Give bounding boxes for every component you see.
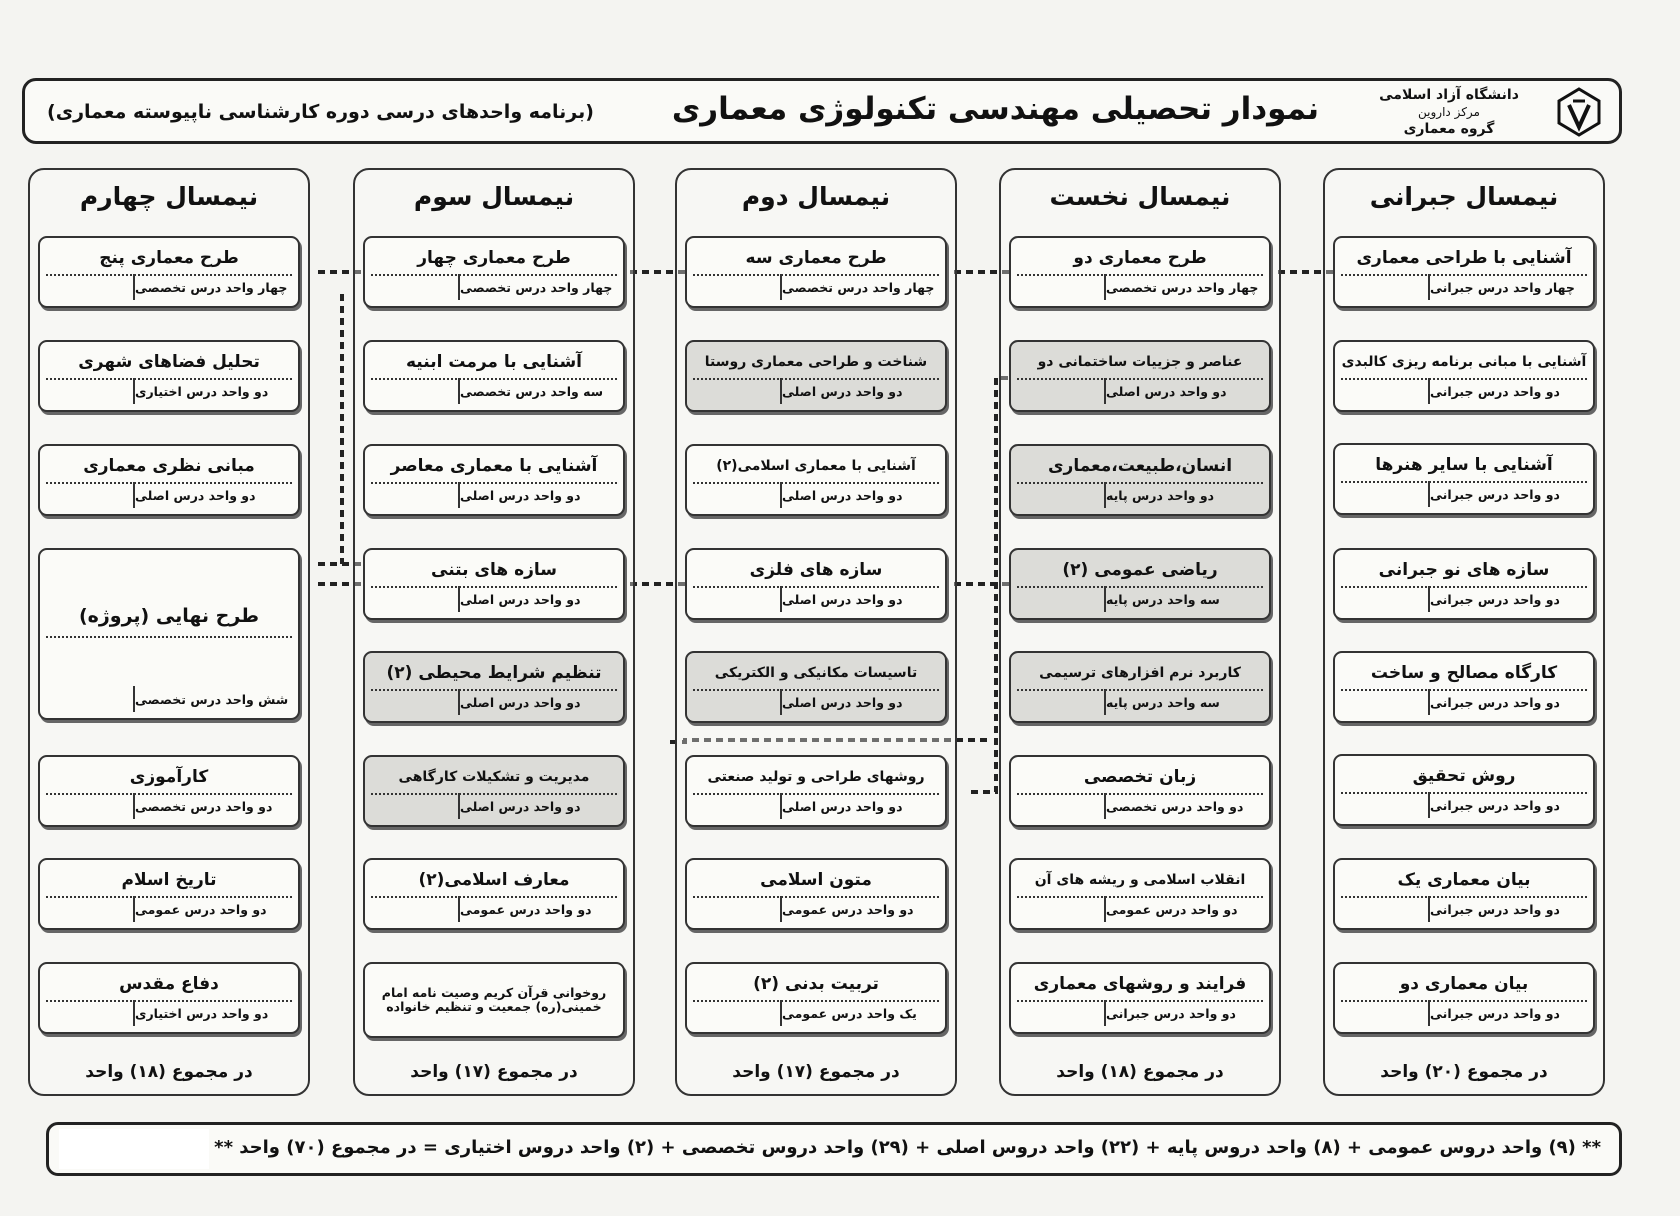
column-total: در مجموع (۱۷) واحد xyxy=(410,1062,578,1082)
course-name: زبان تخصصی xyxy=(1017,761,1263,795)
course-info: چهار واحد درس جبرانی xyxy=(1428,274,1593,300)
course-info: دو واحد درس عمومی xyxy=(133,896,298,922)
header-box xyxy=(22,78,1622,144)
course-box xyxy=(38,444,300,516)
university-block xyxy=(1359,87,1539,138)
course-box xyxy=(363,651,625,723)
course-box xyxy=(363,340,625,412)
course-info: دو واحد درس عمومی xyxy=(458,896,623,922)
course-name: کاربرد نرم افزارهای ترسیمی xyxy=(1017,657,1263,691)
course-name: کارآموزی xyxy=(46,761,292,795)
course-info: سه واحد درس پایه xyxy=(1104,689,1269,715)
column-total: در مجموع (۱۸) واحد xyxy=(85,1062,253,1082)
course-info: دو واحد درس اصلی xyxy=(458,793,623,819)
course-box xyxy=(1009,548,1271,620)
course-name: شناخت و طراحی معماری روستا xyxy=(693,346,939,380)
course-info: دو واحد درس اصلی xyxy=(780,482,945,508)
course-name: طرح معماری چهار xyxy=(371,242,617,276)
course-name: آشنایی با مرمت ابنیه xyxy=(371,346,617,380)
course-info: دو واحد درس اصلی xyxy=(458,689,623,715)
course-box xyxy=(363,444,625,516)
course-box xyxy=(38,962,300,1034)
course-info: دو واحد درس عمومی xyxy=(780,896,945,922)
column-title: نیمسال چهارم xyxy=(79,182,259,211)
university-name: دانشگاه آزاد اسلامی xyxy=(1379,87,1519,103)
course-info: دو واحد درس پایه xyxy=(1104,482,1269,508)
course-info: دو واحد درس تخصصی xyxy=(133,793,298,819)
course-name: سازه های نو جبرانی xyxy=(1341,554,1587,588)
course-name: کارگاه مصالح و ساخت xyxy=(1341,657,1587,691)
course-name: معارف اسلامی(۲) xyxy=(371,864,617,898)
course-box xyxy=(1009,236,1271,308)
course-name: روخوانی قرآن کریم وصیت نامه امام خمینی(ره) جمعیت و تنظیم خانواده xyxy=(381,985,607,1014)
course-box xyxy=(38,340,300,412)
course-name: دفاع مقدس xyxy=(46,968,292,1002)
course-box xyxy=(685,651,947,723)
course-info: دو واحد درس اصلی xyxy=(458,482,623,508)
course-info: چهار واحد درس تخصصی xyxy=(780,274,945,300)
course-info: سه واحد درس پایه xyxy=(1104,586,1269,612)
column-title: نیمسال سوم xyxy=(413,182,575,211)
course-name: طرح نهایی (پروژه) xyxy=(46,596,292,638)
course-name: تحلیل فضاهای شهری xyxy=(46,346,292,380)
course-box xyxy=(363,858,625,930)
page-subtitle: (برنامه واحدهای درسی دوره کارشناسی ناپیوسته معماری) xyxy=(47,101,594,123)
course-info: دو واحد درس اصلی xyxy=(458,586,623,612)
course-name: بیان معماری یک xyxy=(1341,864,1587,898)
course-box xyxy=(1009,340,1271,412)
course-box xyxy=(1333,548,1595,620)
course-name: طرح معماری پنج xyxy=(46,242,292,276)
course-name: ریاضی عمومی (۲) xyxy=(1017,554,1263,588)
course-name: عناصر و جزییات ساختمانی دو xyxy=(1017,346,1263,380)
course-box xyxy=(363,548,625,620)
course-box xyxy=(38,236,300,308)
course-info: دو واحد درس جبرانی xyxy=(1104,1000,1269,1026)
course-box xyxy=(1333,651,1595,723)
course-box xyxy=(1009,444,1271,516)
course-box xyxy=(1333,754,1595,826)
course-info: چهار واحد درس تخصصی xyxy=(1104,274,1269,300)
course-box xyxy=(1009,858,1271,930)
course-info: دو واحد درس اختیاری xyxy=(133,378,298,404)
course-name: طرح معماری سه xyxy=(693,242,939,276)
course-name: تربیت بدنی (۲) xyxy=(693,968,939,1002)
course-name: روشهای طراحی و تولید صنعتی xyxy=(693,761,939,795)
course-box xyxy=(685,236,947,308)
course-name: انسان،طبیعت،معماری xyxy=(1017,450,1263,484)
course-box xyxy=(1009,651,1271,723)
course-name: روش تحقیق xyxy=(1341,760,1587,794)
column-title: نیمسال دوم xyxy=(741,182,891,211)
course-info: شش واحد درس تخصصی xyxy=(133,686,298,712)
course-name: آشنایی با طراحی معماری xyxy=(1341,242,1587,276)
course-box xyxy=(1333,858,1595,930)
course-box xyxy=(363,755,625,827)
course-info: دو واحد درس جبرانی xyxy=(1428,689,1593,715)
page-title: نمودار تحصیلی مهندسی تکنولوژی معماری xyxy=(671,91,1319,127)
course-box xyxy=(363,236,625,308)
center-name: مرکز داروین xyxy=(1418,105,1480,119)
university-logo-icon xyxy=(1557,87,1601,137)
course-info: دو واحد درس جبرانی xyxy=(1428,896,1593,922)
course-info: دو واحد درس اصلی xyxy=(780,378,945,404)
course-box xyxy=(1009,755,1271,827)
course-info: سه واحد درس تخصصی xyxy=(458,378,623,404)
column-title: نیمسال نخست xyxy=(1049,182,1231,211)
course-name: مدیریت و تشکیلات کارگاهی xyxy=(371,761,617,795)
course-info: دو واحد درس جبرانی xyxy=(1428,1000,1593,1026)
column-total: در مجموع (۱۷) واحد xyxy=(732,1062,900,1082)
column-total: در مجموع (۲۰) واحد xyxy=(1380,1062,1548,1082)
course-name: تاسیسات مکانیکی و الکتریکی xyxy=(693,657,939,691)
course-info: دو واحد درس جبرانی xyxy=(1428,481,1593,507)
department-name: گروه معماری xyxy=(1403,121,1495,137)
course-name: سازه های فلزی xyxy=(693,554,939,588)
course-name: آشنایی با معماری اسلامی(۲) xyxy=(693,450,939,484)
course-name: مبانی نظری معماری xyxy=(46,450,292,484)
course-info: دو واحد درس اختیاری xyxy=(133,1000,298,1026)
course-info: چهار واحد درس تخصصی xyxy=(458,274,623,300)
course-info: دو واحد درس جبرانی xyxy=(1428,378,1593,404)
course-box xyxy=(685,962,947,1034)
course-box xyxy=(685,755,947,827)
course-name: تنظیم شرایط محیطی (۲) xyxy=(371,657,617,691)
course-info: یک واحد درس عمومی xyxy=(780,1000,945,1026)
course-name: انقلاب اسلامی و ریشه های آن xyxy=(1017,864,1263,898)
course-info: دو واحد درس اصلی xyxy=(133,482,298,508)
course-name: سازه های بتنی xyxy=(371,554,617,588)
course-box xyxy=(1333,236,1595,308)
course-box xyxy=(38,548,300,720)
course-info: دو واحد درس اصلی xyxy=(780,793,945,819)
course-box xyxy=(1333,962,1595,1034)
units-summary: ** (۹) واحد دروس عمومی + (۸) واحد دروس پایه + (۲۲) واحد دروس اصلی + (۲۹) واحد دروس تخصصی + (۲) واحد دروس اختیاری = در مجموع (۷۰) واحد ** xyxy=(214,1137,1601,1158)
course-box xyxy=(685,340,947,412)
course-info: دو واحد درس اصلی xyxy=(780,586,945,612)
column-title: نیمسال جبرانی xyxy=(1369,182,1559,211)
course-name: آشنایی با سایر هنرها xyxy=(1341,449,1587,483)
course-info: دو واحد درس عمومی xyxy=(1104,896,1269,922)
course-name: طرح معماری دو xyxy=(1017,242,1263,276)
course-name: متون اسلامی xyxy=(693,864,939,898)
course-name: آشنایی با معماری معاصر xyxy=(371,450,617,484)
course-box xyxy=(1333,340,1595,412)
course-box xyxy=(685,444,947,516)
footer-blank-area xyxy=(59,1129,209,1169)
course-box xyxy=(1009,962,1271,1034)
course-box xyxy=(1333,443,1595,515)
course-info: دو واحد درس اصلی xyxy=(1104,378,1269,404)
course-name: بیان معماری دو xyxy=(1341,968,1587,1002)
course-box xyxy=(38,858,300,930)
course-info: دو واحد درس اصلی xyxy=(780,689,945,715)
course-box xyxy=(38,755,300,827)
course-info: دو واحد درس تخصصی xyxy=(1104,793,1269,819)
course-name: آشنایی با مبانی برنامه ریزی کالبدی xyxy=(1341,346,1587,380)
course-info: چهار واحد درس تخصصی xyxy=(133,274,298,300)
course-name: فرایند و روشهای معماری xyxy=(1017,968,1263,1002)
course-box xyxy=(685,548,947,620)
course-box xyxy=(685,858,947,930)
column-total: در مجموع (۱۸) واحد xyxy=(1056,1062,1224,1082)
course-info: دو واحد درس جبرانی xyxy=(1428,586,1593,612)
summary-box xyxy=(46,1122,1622,1176)
course-box xyxy=(363,962,625,1038)
course-info: دو واحد درس جبرانی xyxy=(1428,792,1593,818)
course-name: تاریخ اسلام xyxy=(46,864,292,898)
